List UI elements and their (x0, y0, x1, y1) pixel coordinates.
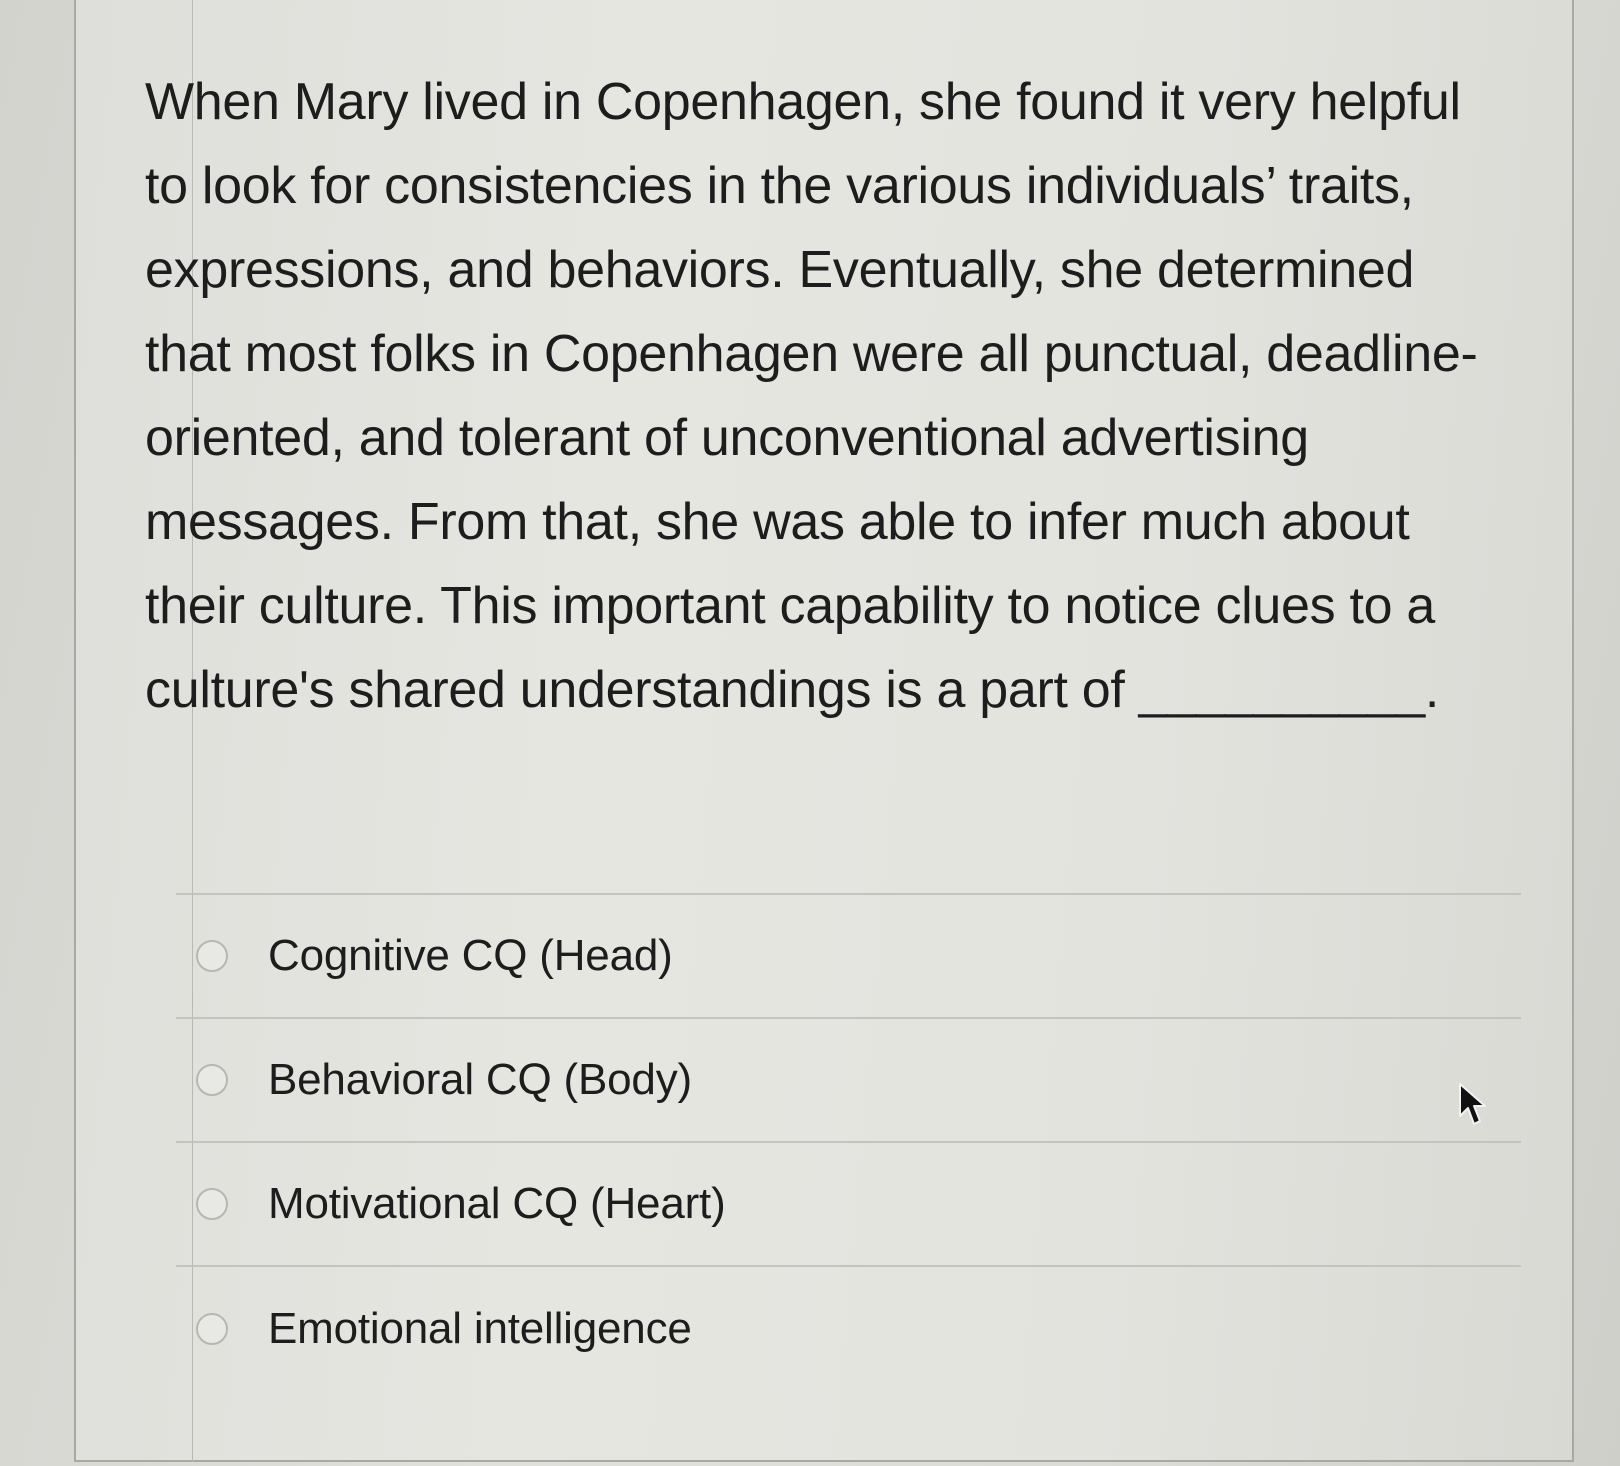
option-cognitive-cq[interactable] (176, 895, 1521, 1019)
question-text: When Mary lived in Copenhagen, she found it very helpful to look for consistencies in the various individuals’ traits, expressions, and behaviors. Eventually, she determined that most folks in Copenhagen were all punctual, deadline-oriented, and tolerant of unconventional advertising messages. From that, she was able to infer much about their culture. This important capability to notice clues to a culture's shared understandings is a part of __________. (145, 73, 1478, 719)
option-emotional-intelligence[interactable] (176, 1267, 1521, 1391)
radio-button-icon[interactable] (196, 1188, 228, 1220)
radio-button-icon[interactable] (196, 1313, 228, 1345)
option-label: Cognitive CQ (Head) (268, 931, 673, 980)
option-motivational-cq[interactable] (176, 1143, 1521, 1267)
option-label: Motivational CQ (Heart) (268, 1179, 726, 1228)
option-label: Behavioral CQ (Body) (268, 1055, 692, 1104)
answer-options (176, 893, 1521, 1391)
mouse-pointer-icon (1458, 1082, 1488, 1128)
option-label: Emotional intelligence (268, 1304, 692, 1353)
radio-button-icon[interactable] (196, 940, 228, 972)
option-behavioral-cq[interactable] (176, 1019, 1521, 1143)
radio-button-icon[interactable] (196, 1064, 228, 1096)
